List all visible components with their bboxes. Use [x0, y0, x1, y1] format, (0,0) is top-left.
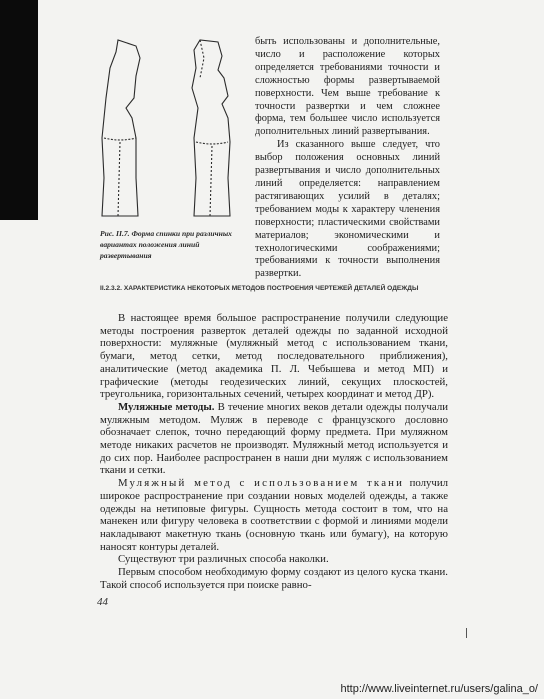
muliazh-tkan-text: получил широкое распространение при создании новых моделей одежды, а также одежды на нетиповые фигуры. Сущность метода состоит в том, что на манекен или фигуру человека в соответствии с формой и линиями модели накладывают макетную ткань (основную ткань или бумагу), на которую наносят контуры деталей. — [100, 477, 449, 553]
muliazh-title: Муляжные методы. — [118, 400, 215, 413]
right-paragraph-2: Из сказанного выше следует, что выбор положения основных линий развертывания и число дополнительных линий определяется: направлением растягивающих усилий в деталях; требованием моды к характеру членения поверхности; пластическими свойствами материалов; экономическими и технологическими соображениями; требованиями к точности выполнения развертки. — [255, 139, 440, 280]
scan-edge-shadow — [0, 0, 38, 220]
back-pattern-left — [102, 40, 140, 216]
muliazh-tkan-paragraph — [100, 477, 448, 553]
section-heading: II.2.3.2. ХАРАКТЕРИСТИКА НЕКОТОРЫХ МЕТОДОВ ПОСТРОЕНИЯ ЧЕРТЕЖЕЙ ДЕТАЛЕЙ ОДЕЖДЫ — [100, 285, 419, 292]
figure-caption — [100, 228, 250, 261]
page-number: 44 — [97, 596, 108, 608]
figure-caption-label: Рис. II.7. — [100, 229, 130, 238]
footer-url[interactable]: http://www.liveinternet.ru/users/galina_o/ — [340, 683, 538, 695]
main-text-block — [100, 312, 448, 591]
scan-mark — [466, 628, 467, 638]
main-paragraph-1: В настоящее время большое распространение получили следующие методы построения разверток деталей одежды по заданной исходной поверхности: муляжные (муляжный метод с использованием ткани, бумаги, метод сетки, метод последовательного приближения), аналитические (метод академика П. Л. Чебышева и метод МП) и графические (методы геодезических линий, секущих плоскостей, треугольника, горизонтальных сечений, четырех координат и метод ДР). — [100, 312, 448, 401]
muliazh-tkan-title: Муляжный метод с использованием ткани — [118, 477, 405, 490]
figure-caption-text: Форма спинки при различных вариантах положения линий развертывания — [100, 229, 232, 260]
right-text-column — [255, 36, 440, 281]
back-pattern-right — [192, 40, 230, 216]
tail-paragraph-2: Первым способом необходимую форму создают из целого куска ткани. Такой способ используется при поиске равно- — [100, 566, 448, 591]
muliazh-paragraph — [100, 401, 448, 477]
muliazh-text: В течение многих веков детали одежды получали муляжным методом. Муляж в переводе с французского дословно обозначает слепок, точно передающий форму предмета. При муляжном методе никаких расчетов не производят. Муляжный метод используется и до сих пор. Наиболее распространен в наши дни муляж с использованием ткани и сетки. — [100, 400, 448, 477]
garment-back-pattern-figure — [96, 38, 246, 220]
right-paragraph-1: быть использованы и дополнительные, число и расположение которых определяется требованиями точности и сложностью формы развертываемой поверхности. Чем выше требование к точности развертки и чем сложнее форма, тем большее число используется дополнительных линий развертывания. — [255, 36, 440, 138]
tail-paragraph-1: Существуют три различных способа наколки. — [118, 553, 329, 566]
